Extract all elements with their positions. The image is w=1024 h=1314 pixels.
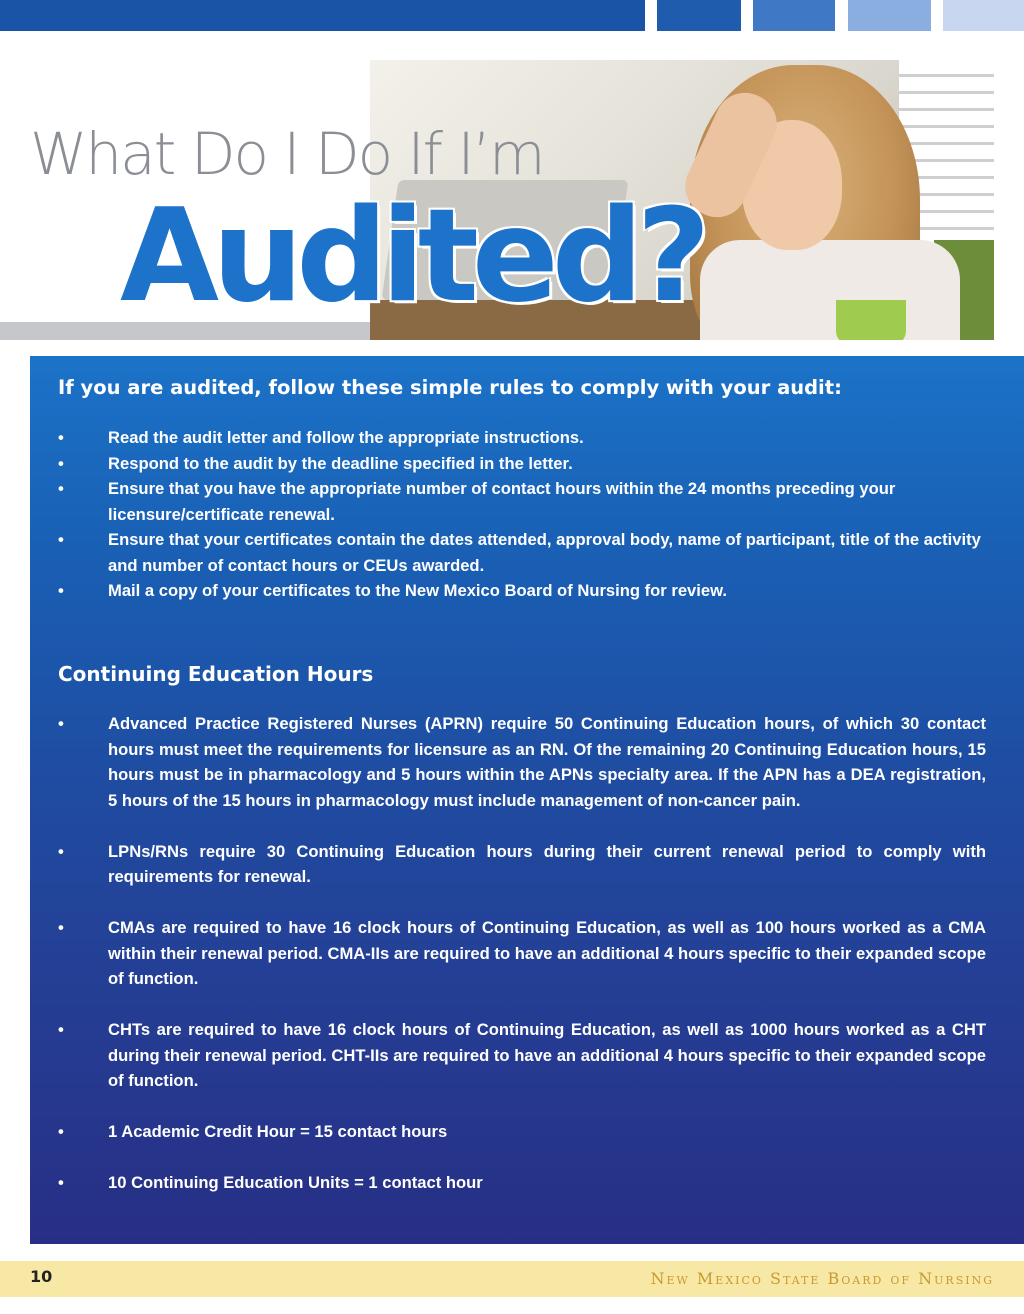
color-strip	[657, 0, 741, 31]
continuing-education-list	[58, 711, 986, 1221]
list-item-text: Advanced Practice Registered Nurses (APRN) require 50 Continuing Education hours, of which 30 contact hours must meet the requirements for licensure as an RN. Of the remaining 20 Continuing Education hours, 15 hours must be in pharmacology and 5 hours within the APNs specialty area. If the APN has a DEA registration, 5 hours of the 15 hours in pharmacology must include management of non-cancer pain.	[108, 714, 986, 810]
list-item	[58, 1119, 986, 1145]
list-item-text: Read the audit letter and follow the appropriate instructions.	[108, 428, 584, 447]
bullet: •	[58, 479, 64, 498]
top-color-strips	[0, 0, 1024, 32]
color-strip	[0, 0, 645, 31]
list-item-text: Ensure that you have the appropriate number of contact hours within the 24 months preceding your licensure/certificate renewal.	[108, 479, 896, 524]
list-item	[58, 527, 986, 578]
bullet: •	[58, 581, 64, 600]
list-item-text: 10 Continuing Education Units = 1 contact hour	[108, 1173, 483, 1192]
list-item-text: LPNs/RNs require 30 Continuing Education hours during their current renewal period to comply with requirements for renewal.	[108, 841, 986, 886]
audit-rules-intro: If you are audited, follow these simple rules to comply with your audit:	[58, 376, 842, 399]
continuing-education-heading: Continuing Education Hours	[58, 662, 374, 686]
page-footer	[0, 1261, 1024, 1297]
list-item	[58, 451, 986, 477]
content-panel	[30, 356, 1024, 1244]
color-strip	[943, 0, 1024, 31]
green-mug	[836, 300, 906, 340]
bullet: •	[58, 453, 64, 473]
color-strip	[753, 0, 835, 31]
list-item-text: Ensure that your certificates contain the dates attended, approval body, name of participant, title of the activity and number of contact hours or CEUs awarded.	[108, 530, 981, 575]
bullet: •	[58, 1122, 64, 1141]
list-item-text: CMAs are required to have 16 clock hours of Continuing Education, as well as 100 hours worked as a CMA within their renewal period. CMA-IIs are required to have an additional 4 hours specific to their expanded scope of function.	[108, 918, 986, 988]
color-strip	[848, 0, 931, 31]
page-title-line2: Audited?	[120, 182, 704, 331]
list-item	[58, 1170, 986, 1196]
list-item-text: Mail a copy of your certificates to the New Mexico Board of Nursing for review.	[108, 581, 728, 600]
list-item	[58, 578, 986, 604]
bullet: •	[58, 841, 64, 861]
list-item	[58, 476, 986, 527]
bullet: •	[58, 918, 64, 937]
bullet: •	[58, 428, 64, 447]
list-item-text: Respond to the audit by the deadline specified in the letter.	[108, 453, 573, 473]
list-item-text: 1 Academic Credit Hour = 15 contact hours	[108, 1122, 448, 1141]
list-item-text: CHTs are required to have 16 clock hours of Continuing Education, as well as 1000 hours worked as a CHT during their renewal period. CHT-IIs are required to have an additional 4 hours specific to their expanded scope of function.	[108, 1020, 986, 1090]
page-title-line1: What Do I Do If I’m	[30, 120, 544, 188]
list-item	[58, 1017, 986, 1094]
list-item	[58, 711, 986, 813]
bullet: •	[58, 714, 64, 733]
bullet: •	[58, 1173, 64, 1192]
audit-rules-list	[58, 425, 986, 604]
bullet: •	[58, 530, 64, 549]
list-item	[58, 425, 986, 451]
page-number: 10	[30, 1267, 53, 1286]
bullet: •	[58, 1020, 64, 1039]
list-item	[58, 839, 986, 890]
organization-name: New Mexico State Board of Nursing	[650, 1269, 994, 1288]
list-item	[58, 915, 986, 992]
blouse	[700, 240, 960, 340]
